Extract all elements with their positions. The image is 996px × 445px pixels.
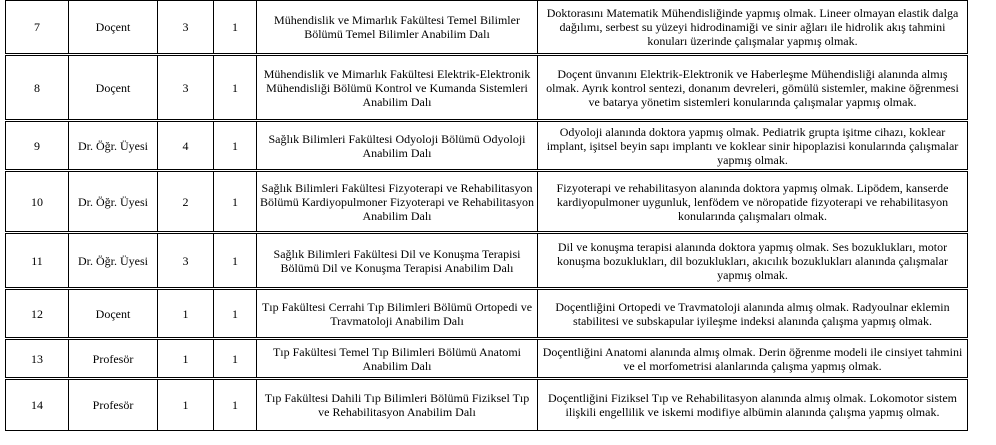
position-count: 1 xyxy=(158,289,214,339)
unit-name: Mühendislik ve Mimarlık Fakültesi Elektrik-Elektronik Mühendisliği Bölümü Kontrol ve Kumanda Sistemleri Anabilim Dalı xyxy=(257,55,538,121)
position-degree: 1 xyxy=(214,55,257,121)
unit-name: Mühendislik ve Mimarlık Fakültesi Temel Bilimler Bölümü Temel Bilimler Anabilim Dalı xyxy=(257,1,538,55)
table-row xyxy=(6,171,968,233)
position-count: 3 xyxy=(158,233,214,289)
row-number: 7 xyxy=(6,1,69,55)
position-degree: 1 xyxy=(214,339,257,379)
academic-title: Doçent xyxy=(69,55,158,121)
criteria-text: Doçentliğini Fiziksel Tıp ve Rehabilitasyon alanında almış olmak. Lokomotor sistem ilişkili engellilik ve iskemi modifiye albümin alanında çalışma yapmış olmak. xyxy=(538,379,968,431)
criteria-text: Doçentliğini Anatomi alanında almış olmak. Derin öğrenme modeli ile cinsiyet tahmini ve el morfometrisi alanlarında çalışma yapmış olmak. xyxy=(538,339,968,379)
academic-title: Profesör xyxy=(69,339,158,379)
table-row xyxy=(6,55,968,121)
academic-title: Dr. Öğr. Üyesi xyxy=(69,233,158,289)
criteria-text: Doktorasını Matematik Mühendisliğinde yapmış olmak. Lineer olmayan elastik dalga dağılımı, serbest su yüzeyi hidrodinamiği ve sinir ağları ile hidrolik akış tahmini konuları üzerinde çalışmalar yapmış olmak. xyxy=(538,1,968,55)
row-number: 8 xyxy=(6,55,69,121)
position-degree: 1 xyxy=(214,121,257,171)
position-count: 3 xyxy=(158,55,214,121)
criteria-text: Doçentliğini Ortopedi ve Travmatoloji alanında almış olmak. Radyoulnar eklemin stabilitesi ve subskapular iyileşme indeksi alanında çalışma yapmış olmak. xyxy=(538,289,968,339)
criteria-text: Odyoloji alanında doktora yapmış olmak. Pediatrik grupta işitme cihazı, koklear implant, işitsel beyin sapı implantı ve koklear sinir hipoplazisi konularında çalışmalar yapmış olmak. xyxy=(538,121,968,171)
academic-title: Dr. Öğr. Üyesi xyxy=(69,171,158,233)
criteria-text: Fizyoterapi ve rehabilitasyon alanında doktora yapmış olmak. Lipödem, kanserde kardiyopulmoner uygunluk, lenfödem ve nöropatide fizyoterapi ve rehabilitasyon konularında çalışmaları olmak. xyxy=(538,171,968,233)
row-number: 11 xyxy=(6,233,69,289)
positions-table xyxy=(5,0,968,431)
table-row xyxy=(6,379,968,431)
row-number: 13 xyxy=(6,339,69,379)
unit-name: Sağlık Bilimleri Fakültesi Dil ve Konuşma Terapisi Bölümü Dil ve Konuşma Terapisi Anabilim Dalı xyxy=(257,233,538,289)
position-degree: 1 xyxy=(214,171,257,233)
unit-name: Tıp Fakültesi Temel Tıp Bilimleri Bölümü Anatomi Anabilim Dalı xyxy=(257,339,538,379)
academic-title: Doçent xyxy=(69,1,158,55)
academic-title: Dr. Öğr. Üyesi xyxy=(69,121,158,171)
position-count: 1 xyxy=(158,379,214,431)
criteria-text: Doçent ünvanını Elektrik-Elektronik ve Haberleşme Mühendisliği alanında almış olmak. Ayrık kontrol sentezi, donanım devreleri, gömülü sistemler, makine öğrenmesi ve batarya yönetim sistemleri konularında çalışmalar yapmış olmak. xyxy=(538,55,968,121)
position-degree: 1 xyxy=(214,379,257,431)
position-degree: 1 xyxy=(214,1,257,55)
unit-name: Sağlık Bilimleri Fakültesi Odyoloji Bölümü Odyoloji Anabilim Dalı xyxy=(257,121,538,171)
row-number: 10 xyxy=(6,171,69,233)
position-count: 1 xyxy=(158,339,214,379)
row-number: 14 xyxy=(6,379,69,431)
table-row xyxy=(6,1,968,55)
unit-name: Sağlık Bilimleri Fakültesi Fizyoterapi ve Rehabilitasyon Bölümü Kardiyopulmoner Fizyoterapi ve Rehabilitasyon Anabilim Dalı xyxy=(257,171,538,233)
position-count: 3 xyxy=(158,1,214,55)
row-number: 12 xyxy=(6,289,69,339)
position-degree: 1 xyxy=(214,233,257,289)
table-row xyxy=(6,289,968,339)
unit-name: Tıp Fakültesi Dahili Tıp Bilimleri Bölümü Fiziksel Tıp ve Rehabilitasyon Anabilim Dalı xyxy=(257,379,538,431)
criteria-text: Dil ve konuşma terapisi alanında doktora yapmış olmak. Ses bozuklukları, motor konuşma bozuklukları, dil bozuklukları, akıcılık bozuklukları alanında çalışmalar yapmış olmak. xyxy=(538,233,968,289)
position-degree: 1 xyxy=(214,289,257,339)
table-row xyxy=(6,339,968,379)
academic-title: Doçent xyxy=(69,289,158,339)
position-count: 4 xyxy=(158,121,214,171)
table-row xyxy=(6,121,968,171)
position-count: 2 xyxy=(158,171,214,233)
row-number: 9 xyxy=(6,121,69,171)
table-row xyxy=(6,233,968,289)
academic-title: Profesör xyxy=(69,379,158,431)
unit-name: Tıp Fakültesi Cerrahi Tıp Bilimleri Bölümü Ortopedi ve Travmatoloji Anabilim Dalı xyxy=(257,289,538,339)
